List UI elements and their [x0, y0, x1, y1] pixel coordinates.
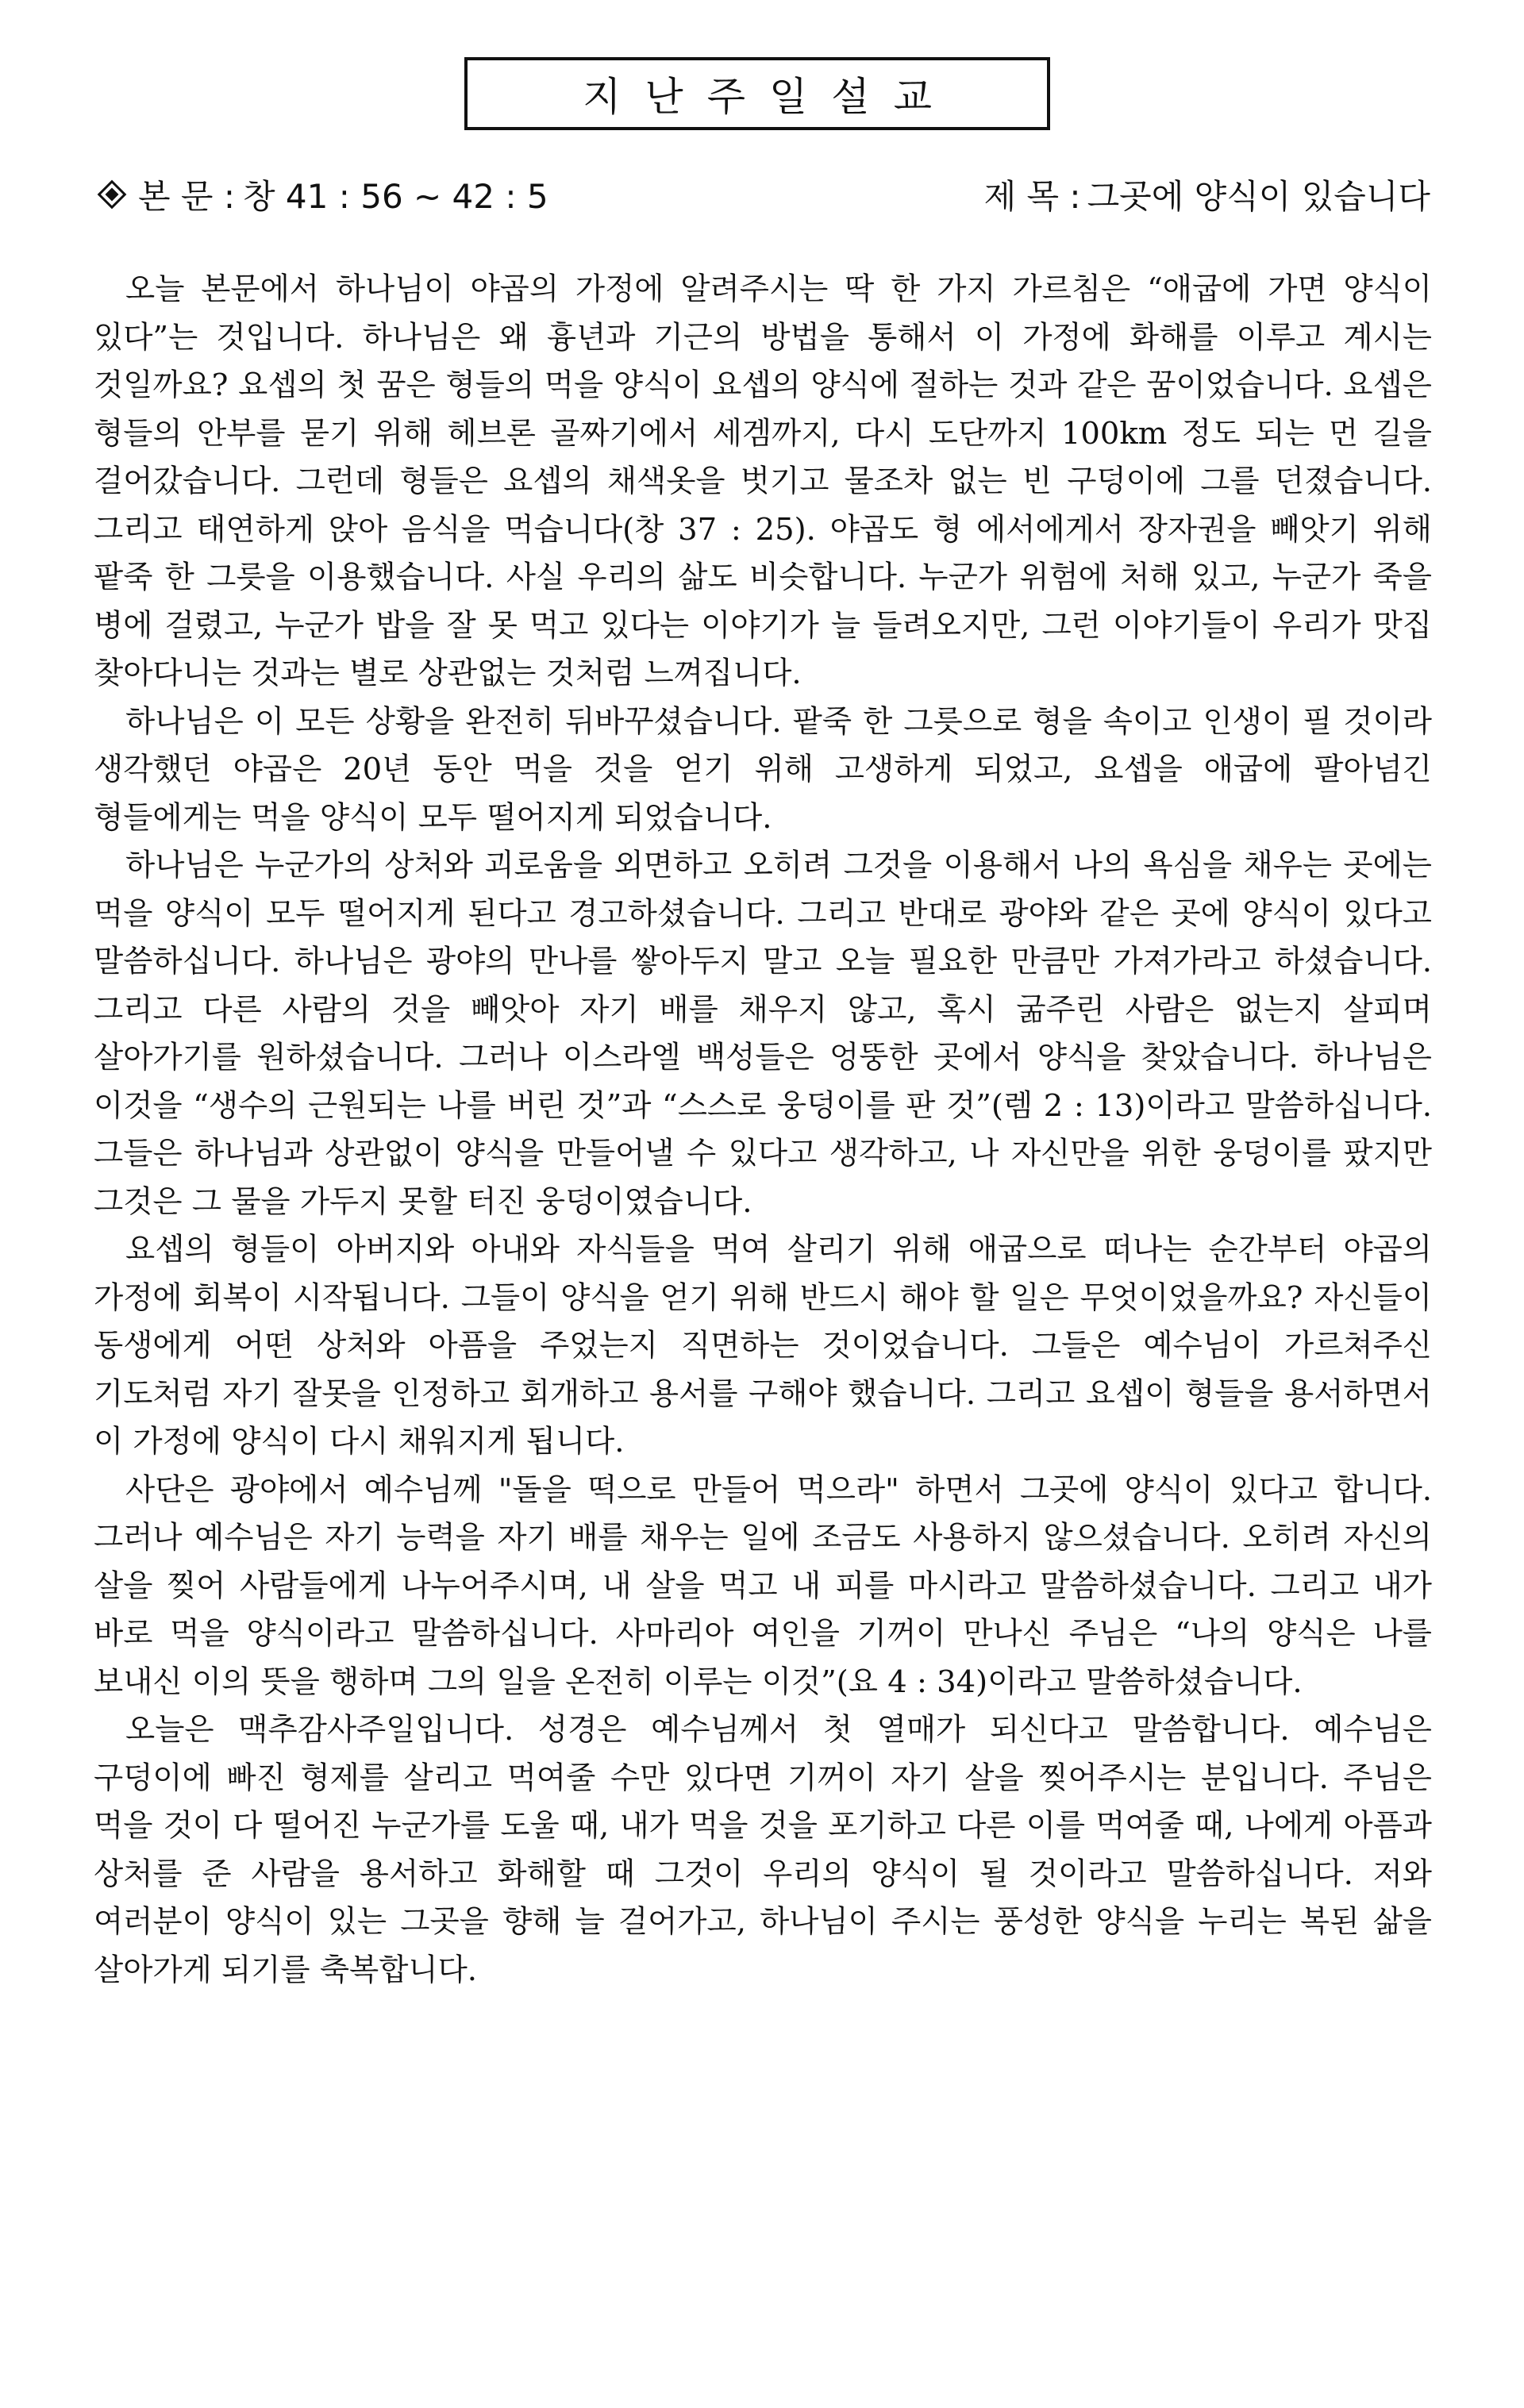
paragraph-5: 사단은 광야에서 예수님께 "돌을 떡으로 만들어 먹으라" 하면서 그곳에 양식이 있다고 합니다. 그러나 예수님은 자기 능력을 자기 배를 채우는 일에 조금도 사용하지 않으셨습니다. 오히려 자신의 살을 찢어 사람들에게 나누어주시며, 내 살을 먹고 내 피를 마시라고 말씀하셨습니다. 그리고 내가 바로 먹을 양식이라고 말씀하십니다. 사마리아 여인을 기꺼이 만나신 주님은 “나의 양식은 나를 보내신 이의 뜻을 행하며 그의 일을 온전히 이루는 이것”(요 4 : 34)이라고 말씀하셨습니다.: [94, 1471, 1432, 1700]
subject-label: 제 목 :: [983, 177, 1081, 216]
page-title: 지난주일설교: [583, 74, 956, 120]
scripture-label: 본 문 :: [138, 177, 235, 216]
scripture-reference: 창 41 : 56 ~ 42 : 5: [243, 177, 548, 216]
title-box: [464, 57, 1050, 130]
paragraph-3: 하나님은 누군가의 상처와 괴로움을 외면하고 오히려 그것을 이용해서 나의 욕심을 채우는 곳에는 먹을 양식이 모두 떨어지게 된다고 경고하셨습니다. 그리고 반대로 광야와 같은 곳에 양식이 있다고 말씀하십니다. 하나님은 광야의 만나를 쌓아두지 말고 오늘 필요한 만큼만 가져가라고 하셨습니다. 그리고 다른 사람의 것을 빼앗아 자기 배를 채우지 않고, 혹시 굶주린 사람은 없는지 살피며 살아가기를 원하셨습니다. 그러나 이스라엘 백성들은 엉뚱한 곳에서 양식을 찾았습니다. 하나님은 이것을 “생수의 근원되는 나를 버린 것”과 “스스로 웅덩이를 판 것”(렘 2 : 13)이라고 말씀하십니다. 그들은 하나님과 상관없이 양식을 만들어낼 수 있다고 생각하고, 나 자신만을 위한 웅덩이를 팠지만 그것은 그 물을 가두지 못할 터진 웅덩이였습니다.: [94, 848, 1432, 1220]
paragraph-6: 오늘은 맥추감사주일입니다. 성경은 예수님께서 첫 열매가 되신다고 말씀합니다. 예수님은 구덩이에 빠진 형제를 살리고 먹여줄 수만 있다면 기꺼이 자기 살을 찢어주시는 분입니다. 주님은 먹을 것이 다 떨어진 누군가를 도울 때, 내가 먹을 것을 포기하고 다른 이를 먹여줄 때, 나에게 아픔과 상처를 준 사람을 용서하고 화해할 때 그것이 우리의 양식이 될 것이라고 말씀하십니다. 저와 여러분이 양식이 있는 그곳을 향해 늘 걸어가고, 하나님이 주시는 풍성한 양식을 누리는 복된 삶을 살아가게 되기를 축복합니다.: [94, 1712, 1432, 1988]
paragraph-2: 하나님은 이 모든 상황을 완전히 뒤바꾸셨습니다. 팥죽 한 그릇으로 형을 속이고 인생이 필 것이라 생각했던 야곱은 20년 동안 먹을 것을 얻기 위해 고생하게 되었고, 요셉을 애굽에 팔아넘긴 형들에게는 먹을 양식이 모두 떨어지게 되었습니다.: [94, 703, 1432, 836]
sermon-title: 그곳에 양식이 있습니다: [1087, 177, 1430, 216]
diamond-bullet-icon: [98, 180, 127, 210]
paragraph-4: 요셉의 형들이 아버지와 아내와 자식들을 먹여 살리기 위해 애굽으로 떠나는 순간부터 야곱의 가정에 회복이 시작됩니다. 그들이 양식을 얻기 위해 반드시 해야 할 일은 무엇이었을까요? 자신들이 동생에게 어떤 상처와 아픔을 주었는지 직면하는 것이었습니다. 그들은 예수님이 가르쳐주신 기도처럼 자기 잘못을 인정하고 회개하고 용서를 구해야 했습니다. 그리고 요셉이 형들을 용서하면서 이 가정에 양식이 다시 채워지게 됩니다.: [94, 1232, 1432, 1460]
subject-info: [984, 171, 1430, 218]
scripture-info: [94, 171, 548, 218]
sermon-meta: [94, 167, 1430, 222]
paragraph-1: 오늘 본문에서 하나님이 야곱의 가정에 알려주시는 딱 한 가지 가르침은 “애굽에 가면 양식이 있다”는 것입니다. 하나님은 왜 흉년과 기근의 방법을 통해서 이 가정에 화해를 이루고 계시는 것일까요? 요셉의 첫 꿈은 형들의 먹을 양식이 요셉의 양식에 절하는 것과 같은 꿈이었습니다. 요셉은 형들의 안부를 묻기 위해 헤브론 골짜기에서 세겜까지, 다시 도단까지 100km 정도 되는 먼 길을 걸어갔습니다. 그런데 형들은 요셉의 채색옷을 벗기고 물조차 없는 빈 구덩이에 그를 던졌습니다. 그리고 태연하게 앉아 음식을 먹습니다(창 37 : 25). 야곱도 형 에서에게서 장자권을 빼앗기 위해 팥죽 한 그릇을 이용했습니다. 사실 우리의 삶도 비슷합니다. 누군가 위험에 처해 있고, 누군가 죽을 병에 걸렸고, 누군가 밥을 잘 못 먹고 있다는 이야기가 늘 들려오지만, 그런 이야기들이 우리가 맛집 찾아다니는 것과는 별로 상관없는 것처럼 느껴집니다.: [94, 271, 1432, 691]
sermon-body: [94, 266, 1432, 1994]
